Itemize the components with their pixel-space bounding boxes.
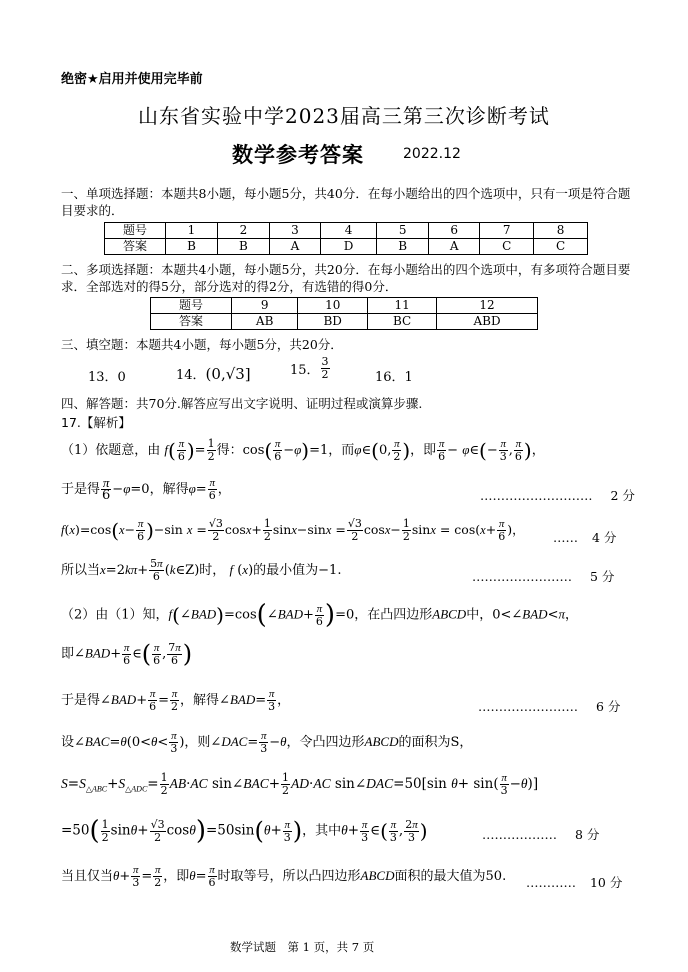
line-text: ，解得 <box>149 482 189 497</box>
solution-line-5: （2）由（1）知，f(∠BAD)=cos(∠BAD+ $\frac{\pi}{6}$ )=0，在凸四边形ABCD中，0<∠BAD<π， <box>61 600 578 630</box>
answer-13: 13．0 <box>88 370 126 385</box>
answer-16: 16．1 <box>375 370 413 385</box>
quad-name: ABCD <box>360 868 395 883</box>
max-value: 50 <box>485 869 503 884</box>
section2-intro: 二、多项选择题：本题共4小题，每小题5分，共20分．在每小题给出的四个选项中，有多项符合题目要求．全部选对的得5分，部分选对的得2分，有选错的得0分． <box>61 262 631 294</box>
line-text: 于是得 <box>61 693 101 708</box>
answer-15-fraction <box>321 356 330 381</box>
table-cell: 12 <box>437 298 538 314</box>
multi-choice-answer-table <box>150 297 538 330</box>
table-cell: 1 <box>166 223 218 239</box>
single-choice-answer-table <box>104 222 588 255</box>
table-cell: B <box>166 239 218 255</box>
score-8: ……………… 8 分 <box>482 827 600 842</box>
row-label: 题号 <box>105 223 166 239</box>
score-5: …………………… 5 分 <box>472 569 615 584</box>
line-text: （1）依题意，由 <box>61 443 161 458</box>
doc-title: 数学参考答案 <box>232 143 364 167</box>
table-cell: D <box>321 239 377 255</box>
line-text: 时， <box>199 563 226 578</box>
table-cell: 5 <box>377 223 429 239</box>
line-text: （2）由（1）知， <box>61 607 169 623</box>
section3-intro: 三、填空题：本题共4小题，每小题5分，共20分． <box>61 337 343 352</box>
line-text: 当且仅当 <box>61 869 114 884</box>
line-text: 时取等号，所以凸四边形 <box>217 869 361 884</box>
solution-line-3: f(x)=cos(x− $\frac{\pi}{6}$ )−sin x = $\frac{√3}{2}$ cosx+ $\frac{1}{2}$ sinx−sinx = $\frac{√3}{2}$ cosx− $\frac{1}{2}$ sinx = cos(x+ $\frac{\pi}{6}$ )， <box>61 517 525 543</box>
table-cell: 8 <box>534 223 588 239</box>
table-cell: 4 <box>321 223 377 239</box>
row-label: 题号 <box>151 298 232 314</box>
table-cell: 9 <box>232 298 298 314</box>
table-cell: C <box>534 239 588 255</box>
solution-line-2: 于是得 $\frac{\pi}{6}$ −φ=0，解得φ= $\frac{\pi}{6}$ ， <box>61 475 231 503</box>
min-value: −1. <box>318 563 342 578</box>
solution-line-8: 设∠BAC=θ(0<θ< $\frac{\pi}{3}$ )，则∠DAC= $\frac{\pi}{3}$ −θ，令凸四边形ABCD的面积为S， <box>61 730 473 755</box>
table-cell: A <box>429 239 480 255</box>
answer-15 <box>290 356 331 381</box>
solution-line-10: =50( $\frac{1}{2}$ sinθ+ $\frac{√3}{2}$ cosθ)=50sin(θ+ $\frac{\pi}{3}$ )，其中θ+ $\frac{\pi}{3}$ ∈( $\frac{\pi}{3}$ , $\frac{2\pi}{3}$ ) <box>61 816 428 846</box>
line-text: ，而 <box>328 443 355 458</box>
score-10: ………… 10 分 <box>526 875 623 890</box>
table-row <box>151 298 538 314</box>
solution-line-6: 即∠BAD+ $\frac{\pi}{6}$ ∈( $\frac{\pi}{6}$ , $\frac{7\pi}{6}$ ) <box>61 640 193 668</box>
solution-line-4: 所以当x=2kπ+ $\frac{5\pi}{6}$ (k∈Z)时， f (x)的最小值为−1. <box>61 557 342 583</box>
q17-title: 17.【解析】 <box>61 415 131 430</box>
table-cell: 7 <box>480 223 534 239</box>
line-text: ，则 <box>184 735 211 750</box>
solution-line-9: $S=S_{\triangle ABC}+S_{\triangle ADC}=$ $\frac{1}{2}$ AB·AC sin∠BAC+ $\frac{1}{2}$ AD·AC sin∠DAC=50[sin θ+ sin( $\frac{\pi}{3}$ −θ)] <box>61 771 539 797</box>
line-text: ，在凸四边形 <box>354 607 433 623</box>
table-cell: 11 <box>368 298 437 314</box>
fraction-numerator: 3 <box>321 355 329 368</box>
line-text: 所以当 <box>61 563 101 578</box>
table-cell: 6 <box>429 223 480 239</box>
score-6: …………………… 6 分 <box>478 699 621 714</box>
section4-intro: 四、解答题：共70分.解答应写出文字说明、证明过程或演算步骤. <box>61 396 423 411</box>
confidential-mark: 绝密★启用并使用完毕前 <box>61 72 203 87</box>
exam-title: 山东省实验中学2023届高三第三次诊断考试 <box>138 104 550 128</box>
line-text: ，解得 <box>180 693 220 708</box>
table-row <box>105 239 588 255</box>
section1-intro: 一、单项选择题：本题共8小题，每小题5分，共40分．在每小题给出的四个选项中，只有一项是符合题目要求的． <box>61 186 631 218</box>
line-text: 即 <box>61 646 75 662</box>
table-cell: A <box>269 239 320 255</box>
formula: f <box>164 442 169 457</box>
table-cell: ABD <box>437 314 538 330</box>
table-cell: BD <box>298 314 368 330</box>
solution-line-7: 于是得∠BAD+ $\frac{\pi}{6}$ = $\frac{\pi}{2}$ ，解得∠BAD= $\frac{\pi}{3}$ ， <box>61 688 291 713</box>
line-text: 于是得 <box>61 482 101 497</box>
line-text: 设 <box>61 735 75 750</box>
page-footer: 数学试题 第 1 页，共 7 页 <box>230 940 375 954</box>
score-2: ……………………… 2 分 <box>480 488 635 503</box>
line-text: 得： <box>216 443 243 458</box>
line-text: 的面积为S， <box>398 735 473 750</box>
table-cell: C <box>480 239 534 255</box>
table-cell: B <box>377 239 429 255</box>
doc-date: 2022.12 <box>403 146 461 162</box>
line-text: ，令凸四边形 <box>286 735 365 750</box>
table-cell: AB <box>232 314 298 330</box>
quad-name: ABCD <box>432 606 467 622</box>
fraction-denominator: 2 <box>321 368 329 381</box>
table-cell: B <box>217 239 269 255</box>
answer-14-value: (0,√3] <box>205 365 251 383</box>
row-label: 答案 <box>105 239 166 255</box>
table-cell: BC <box>368 314 437 330</box>
line-text: ，其中 <box>302 823 342 839</box>
score-4: …… 4 分 <box>553 530 617 545</box>
solution-line-1: （1）依题意，由 f( $\frac{\pi}{6}$ )= $\frac{1}{2}$ 得：cos( $\frac{\pi}{6}$ −φ)=1，而φ∈(0, $\frac{\pi}{2}$ )，即 $\frac{\pi}{6}$ − φ∈(− $\frac{\pi}{3}$ , $\frac{\pi}{6}$ )， <box>61 437 545 463</box>
table-row <box>105 223 588 239</box>
line-text: ，即 <box>163 869 190 884</box>
table-cell: 10 <box>298 298 368 314</box>
line-text: 面积的最大值为 <box>394 869 486 884</box>
answer-14-label: 14． <box>176 368 206 383</box>
answer-14 <box>176 364 251 383</box>
solution-line-11: 当且仅当θ+ $\frac{\pi}{3}$ = $\frac{\pi}{2}$ ，即θ= $\frac{\pi}{6}$ 时取等号，所以凸四边形ABCD面积的最大值为50. <box>61 864 507 889</box>
table-cell: 3 <box>269 223 320 239</box>
line-text: 中， <box>466 607 493 623</box>
answer-15-label: 15． <box>290 363 320 378</box>
table-cell: 2 <box>217 223 269 239</box>
line-text: ，即 <box>410 443 437 458</box>
line-text: 的最小值为 <box>253 563 319 578</box>
quad-name: ABCD <box>364 734 399 749</box>
row-label: 答案 <box>151 314 232 330</box>
table-row <box>151 314 538 330</box>
